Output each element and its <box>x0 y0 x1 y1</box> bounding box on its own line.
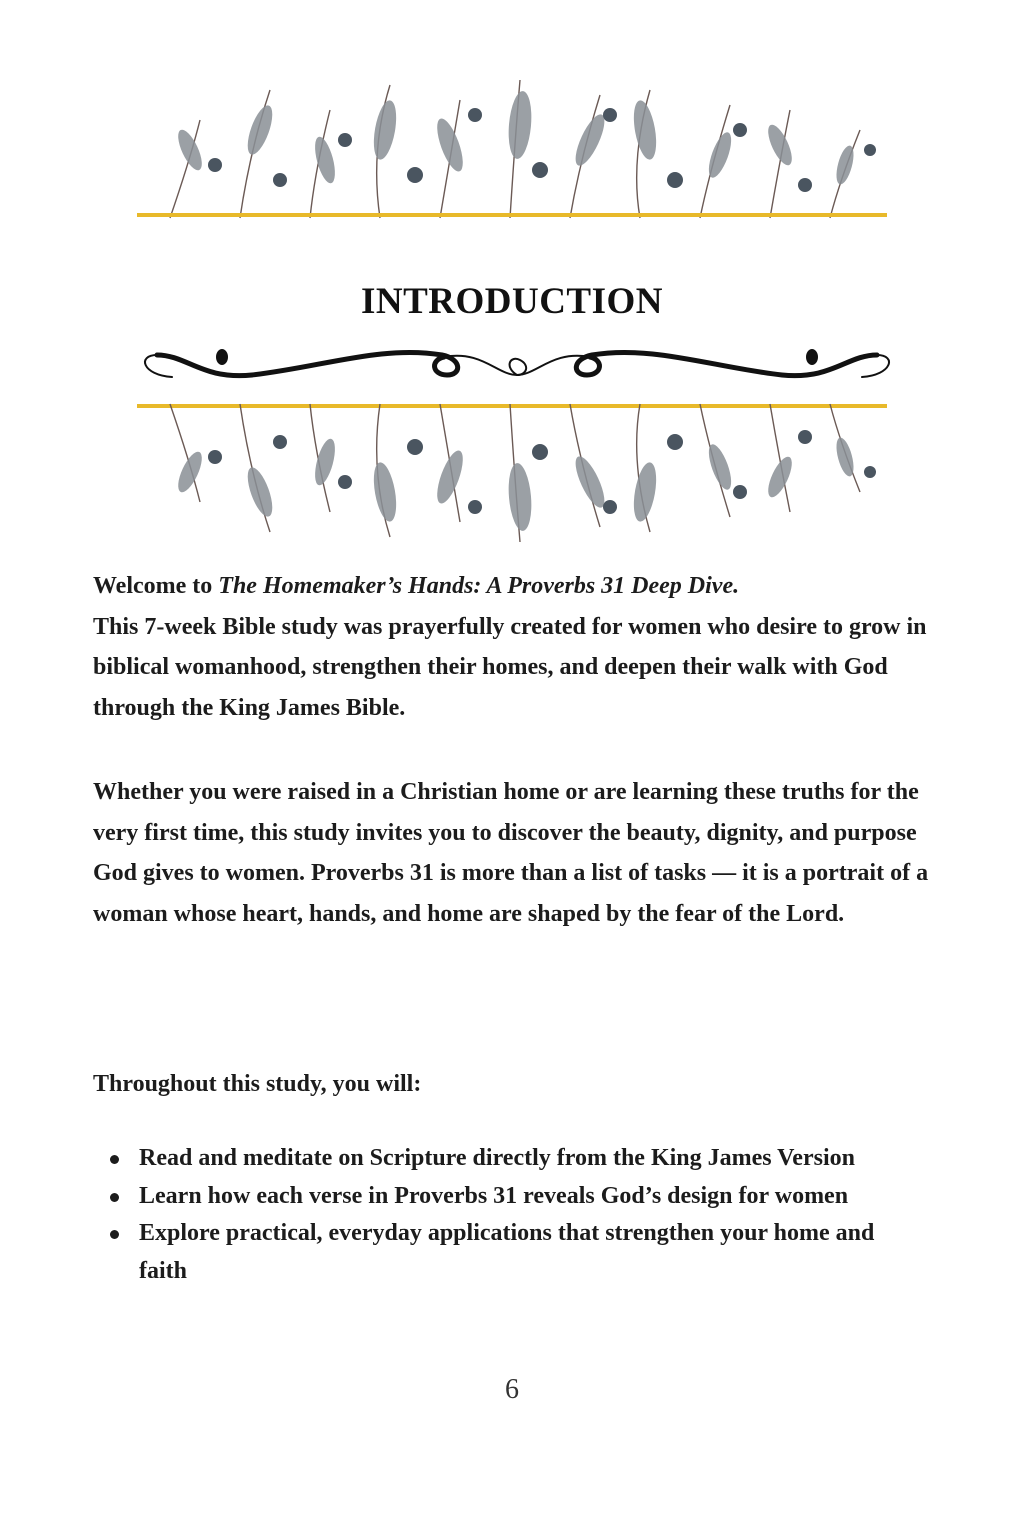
page-number: 6 <box>505 1374 519 1405</box>
bullet-icon <box>110 1155 119 1164</box>
list-item <box>93 1140 923 1178</box>
list-item-text: Learn how each verse in Proverbs 31 reveals God’s design for women <box>139 1182 849 1209</box>
gold-divider-top <box>137 213 887 217</box>
page-title: INTRODUCTION <box>360 281 664 322</box>
study-goals-list <box>93 1140 923 1290</box>
bullet-icon <box>110 1193 119 1202</box>
book-title: The Homemaker’s Hands: A Proverbs 31 Deep Dive. <box>218 573 740 599</box>
scroll-flourish-ornament <box>132 335 902 395</box>
bullet-icon <box>110 1230 119 1239</box>
list-intro: Throughout this study, you will: <box>93 1071 422 1097</box>
purpose-paragraph: Whether you were raised in a Christian home or are learning these truths for the very first time, this study invites you to discover the beauty, dignity, and purpose God gives to women. Proverbs 31 is more than a list of tasks — it is a portrait of a woman whose heart, hands, and home are shaped by the fear of the Lord. <box>93 779 929 927</box>
welcome-paragraph <box>93 566 933 728</box>
list-item <box>93 1215 923 1290</box>
olive-branch-top-illustration <box>130 70 894 220</box>
list-item <box>93 1178 923 1216</box>
list-item-text: Explore practical, everyday applications that strengthen your home and faith <box>139 1220 875 1284</box>
welcome-prefix: Welcome to <box>93 573 219 599</box>
list-item-text: Read and meditate on Scripture directly from the King James Version <box>139 1145 855 1171</box>
olive-branch-bottom-illustration <box>130 402 894 552</box>
welcome-body: This 7-week Bible study was prayerfully created for women who desire to grow in biblical womanhood, strengthen their homes, and deepen their walk with God through the King James Bible. <box>93 613 927 721</box>
